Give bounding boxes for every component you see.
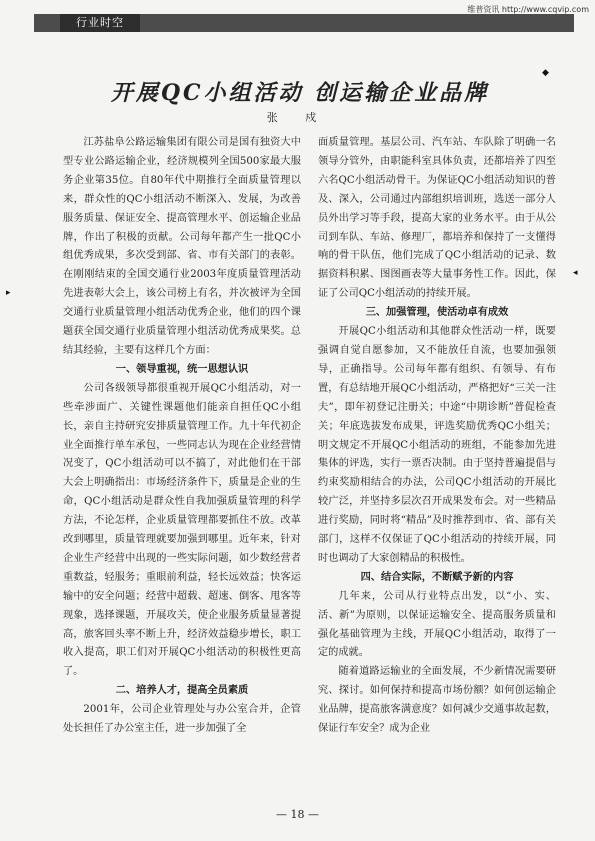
section-heading: 二、培养人才，提高全员素质 (115, 685, 249, 697)
margin-mark-icon: ◆ (542, 68, 549, 78)
body-paragraph: 公司各级领导都很重视开展QC小组活动，对一些牵涉面广、关键性课题他们能亲自担任QC小组长，亲自主持研究安排质量管理工作。九十年代初企业全面推行单车承包，一些同志认为现在企业经营情况变了，QC小组活动可以不搞了，对此他们在干部大会上明确指出：市场经济条件下，质量是企业的生命，QC小组活动是群众性自我加强质量管理的科学方法，不论怎样，企业质量管理都要抓住不放。改革改到哪里，质量管理就要加强到哪里。近年来，针对企业生产经营中出现的一些实际问题，如少数经营者重数益，轻服务；重眼前利益，轻长远效益；快客运输中的安全问题；经营中超载、超速、倒客、甩客等现象，选择课题，开展攻关，使企业服务质量显著提高，旅客回头率不断上升，经济效益稳步增长，职工收入提高，职工们对开展QC小组活动的积极性更高了。 (63, 382, 301, 678)
right-column (318, 134, 556, 739)
body-paragraph: 随着道路运输业的全面发展，不少新情况需要研究、探讨。如何保持和提高市场份额？如何创运输企业品牌，提高旅客满意度？如何减少交通事故起数，保证行车安全？成为企业 (318, 666, 556, 735)
article-title: 开展QC小组活动 创运输企业品牌 (110, 80, 490, 106)
article-author: 张 戍 (266, 111, 329, 124)
watermark: 维普资讯 http://www.cqvip.com (467, 5, 589, 14)
section-tab: 行业时空 (60, 14, 140, 32)
body-paragraph: 面质量管理。基层公司、汽车站、车队除了明确一名领导分管外，由职能科室具体负责，还都培养了四至六名QC小组活动骨干。为保证QC小组活动知识的普及、深入，公司通过内部组织培训班，选送一部分人员外出学习等手段，提高大家的业务水平。由于从公司到车队、车站、修理厂，都培养和保持了一支懂得响的骨干队伍，他们完成了QC小组活动的记录、数据资料积累、图图画表等大量事务性工作。因此，保证了公司QC小组活动的持续开展。 (318, 137, 556, 300)
body-paragraph: 几年来，公司从行业特点出发，以“小、实、活、新”为原则，以保证运输安全、提高服务质量和强化基础管理为主线，开展QC小组活动，取得了一定的成就。 (318, 590, 556, 659)
margin-mark-icon: ◂ (573, 268, 578, 278)
body-paragraph: 江苏盐阜公路运输集团有限公司是国有独资大中型专业公路运输企业，经济规模列全国500家最大服务企业第35位。自80年代中期推行全面质量管理以来，群众性的QC小组活动不断深入、发展，为改善服务质量、保证安全、提高管理水平、创运输企业品牌，作出了积极的贡献。公司每年都产生一批QC小组优秀成果，多次受到部、省、市有关部门的表彰。在刚刚结束的全国交通行业2003年度质量管理活动先进表彰大会上，该公司榜上有名，并次被评为全国交通行业质量管理小组活动优秀企业，他们的四个课题获全国交通行业质量管理小组活动优秀成果奖。总结其经验，主要有这样几个方面： (63, 137, 301, 356)
section-heading: 一、领导重视，统一思想认识 (115, 363, 249, 375)
body-paragraph: 开展QC小组活动和其他群众性活动一样，既要强调自觉自愿参加，又不能放任自流，也要加强领导，正确指导。公司每年都有组织、有领导、有布置，有总结地开展QC小组活动，严格把好“三关一注夫”，即年初登记注册关；中途“中期诊断”普促检查关；年底选拔发布成果，评选奖励优秀QC小组关；明文规定不开展QC小组活动的班组，不能参加先进集体的评选，实行一票否决制。由于坚持普遍提倡与约束奖励相结合的办法，公司QC小组活动的开展比较广泛，并坚持多层次召开成果发布会。对一些精品进行奖励，同时将“精品”及时推荐到市、省、部有关部门，这样不仅保证了QC小组活动的持续开展，同时也调动了大家创精品的积极性。 (318, 326, 556, 564)
margin-mark-icon: ▸ (6, 288, 11, 298)
body-paragraph: 2001年，公司企业管理处与办公室合并，企管处长担任了办公室主任，进一步加强了全 (63, 704, 301, 735)
page-number: — 18 — (276, 808, 319, 821)
section-heading: 三、加强管理，使活动卓有成效 (365, 307, 509, 319)
section-heading: 四、结合实际，不断赋予新的内容 (360, 571, 514, 583)
left-column (63, 134, 301, 739)
